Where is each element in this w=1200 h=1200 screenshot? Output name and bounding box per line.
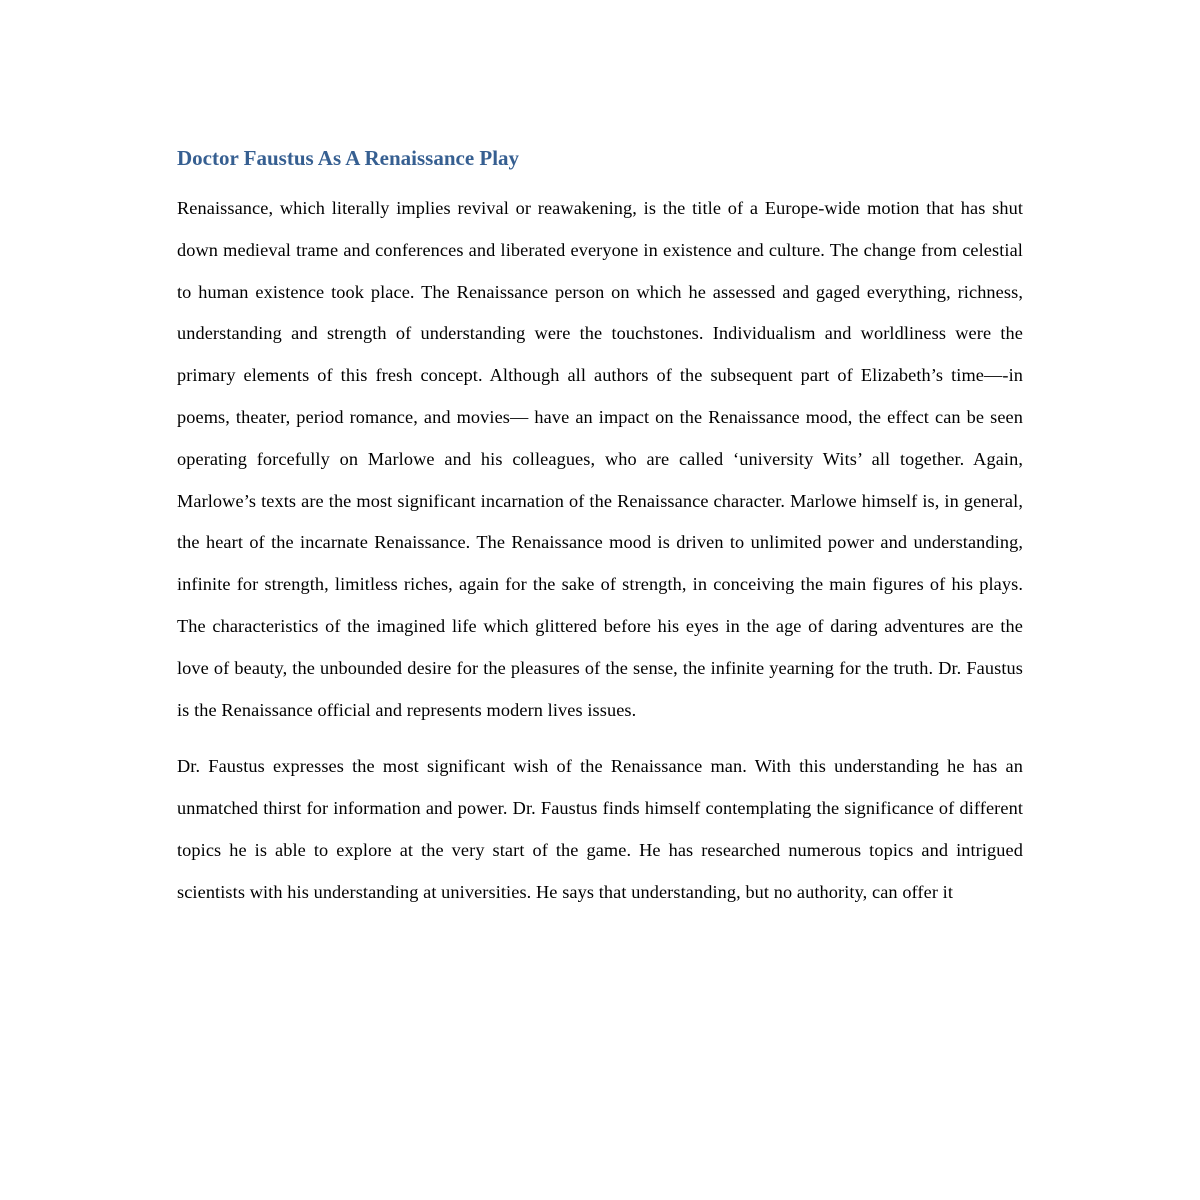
paragraph-2: Dr. Faustus expresses the most significant wish of the Renaissance man. With this understanding he has an unmatched thirst for information and power. Dr. Faustus finds himself contemplating the significance of different topics he is able to explore at the very start of the game. He has researched numerous topics and intrigued scientists with his understanding at universities. He says that understanding, but no authority, can offer it xyxy=(177,756,1023,902)
document-heading: Doctor Faustus As A Renaissance Play xyxy=(177,146,520,170)
paragraph-1: Renaissance, which literally implies revival or reawakening, is the title of a Europe-wide motion that has shut down medieval trame and conferences and liberated everyone in existence and culture. The change from celestial to human existence took place. The Renaissance person on which he assessed and gaged everything, richness, understanding and strength of understanding were the touchstones. Individualism and worldliness were the primary elements of this fresh concept. Although all authors of the subsequent part of Elizabeth’s time—-in poems, theater, period romance, and movies— have an impact on the Renaissance mood, the effect can be seen operating forcefully on Marlowe and his colleagues, who are called ‘university Wits’ all together. Again, Marlowe’s texts are the most significant incarnation of the Renaissance character. Marlowe himself is, in general, the heart of the incarnate Renaissance. The Renaissance mood is driven to unlimited power and understanding, infinite for strength, limitless riches, again for the sake of strength, in conceiving the main figures of his plays. The characteristics of the imagined life which glittered before his eyes in the age of daring adventures are the love of beauty, the unbounded desire for the pleasures of the sense, the infinite yearning for the truth. Dr. Faustus is the Renaissance official and represents modern lives issues. xyxy=(177,198,1023,720)
document-page xyxy=(177,140,1023,914)
